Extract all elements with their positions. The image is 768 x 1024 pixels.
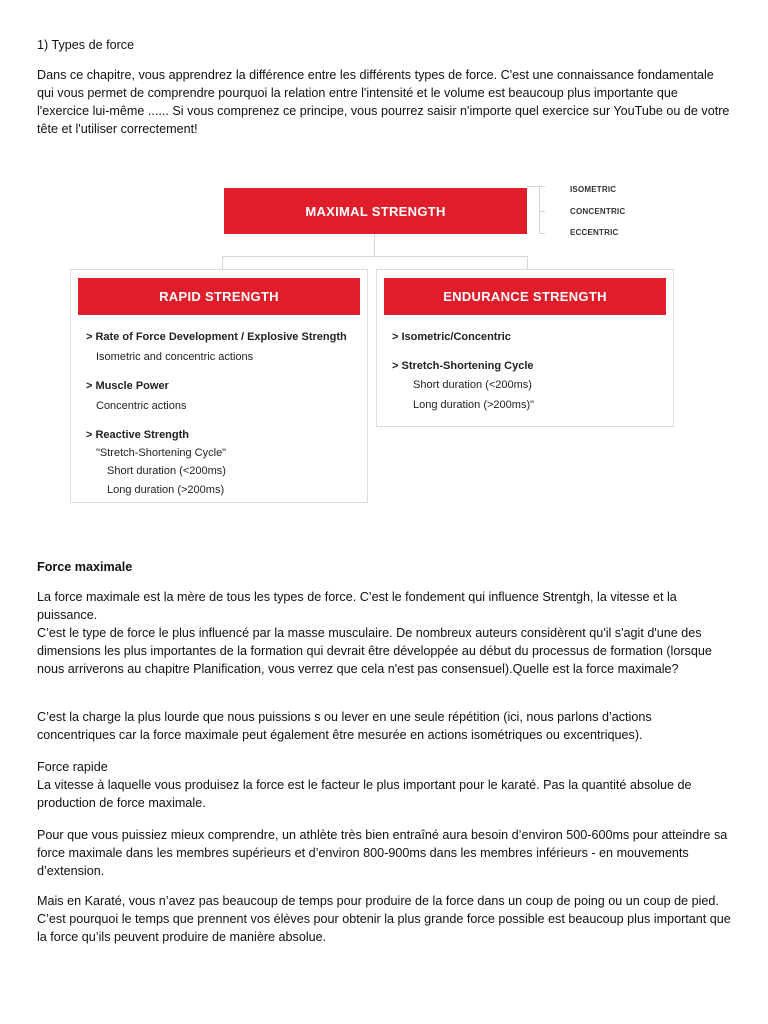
rapid-item-short: Short duration (<200ms)	[107, 465, 226, 477]
rapid-strength-header: RAPID STRENGTH	[78, 278, 360, 315]
force-maximale-title: Force maximale	[37, 560, 133, 574]
force-maximale-paragraph-2: C’est la charge la plus lourde que nous puissions s ou lever en une seule répétition (ici, nous parlons d’actions concentriques car la force maximale peut également être mesurée en actions isométriques ou excentriques).	[37, 710, 652, 742]
rapid-item-rfd-sub: Isometric and concentric actions	[96, 351, 254, 363]
intro-paragraph: Dans ce chapitre, vous apprendrez la différence entre les différents types de force. C'est une connaissance fondamentale qui vous permet de comprendre pourquoi la relation entre l'intensité et le volume est beaucoup plus importante que l'exercice lui-même ...... Si vous comprenez ce principe, vous pourrez saisir n'importe quel exercice sur YouTube ou de votre tête et l'utiliser correctement!	[37, 68, 730, 136]
bracket-tick-3	[539, 233, 545, 234]
bracket-tick-1	[539, 186, 545, 187]
force-rapide-paragraph-3: Mais en Karaté, vous n’avez pas beaucoup de temps pour produire de la force dans un coup de poing ou un coup de pied. C’est pourquoi le temps que prennent vos élèves pour obtenir la plus grande force possible est beaucoup plus important que la force qu’ils peuvent produire de manière absolue.	[37, 894, 731, 944]
force-rapide-p1: La vitesse à laquelle vous produisez la force est le facteur le plus important pour le karaté. Pas la quantité absolue de production de force maximale.	[37, 778, 692, 810]
rapid-item-long: Long duration (>200ms)	[107, 484, 225, 496]
connector-right	[527, 256, 528, 270]
force-maximale-p1: La force maximale est la mère de tous les types de force. C’est le fondement qui influence Strentgh, la vitesse et la puissance.	[37, 590, 677, 622]
bracket-types	[539, 186, 540, 234]
force-rapide-paragraph-2: Pour que vous puissiez mieux comprendre, un athlète très bien entraîné aura besoin d’environ 500-600ms pour atteindre sa force maximale dans les membres supérieurs et d’environ 800-900ms dans les membres inférieurs - en mouvements d’extension.	[37, 828, 728, 878]
connector-left	[222, 256, 223, 270]
bracket-tick-2	[539, 211, 545, 212]
connector-types	[527, 186, 539, 187]
force-rapide-title: Force rapide	[37, 760, 108, 774]
rapid-item-power-sub: Concentric actions	[96, 400, 187, 412]
force-rapide-block	[37, 758, 733, 812]
connector-vertical	[374, 234, 375, 256]
strength-types-diagram	[37, 152, 703, 542]
rapid-item-reactive-sub: "Stretch-Shortening Cycle"	[96, 447, 227, 459]
rapid-item-reactive: > Reactive Strength	[86, 429, 190, 441]
type-isometric: ISOMETRIC	[570, 185, 617, 194]
force-maximale-p1b: C’est le type de force le plus influencé par la masse musculaire. De nombreux auteurs considèrent qu'il s'agit d'une des dimensions les plus importantes de la formation qui devrait être développée au début du processus de formation (lorsque nous arriverons au chapitre Planification, vous verrez que cela n'est pas consensuel).Quelle est la force maximale?	[37, 626, 712, 676]
endurance-item-iso: > Isometric/Concentric	[392, 331, 511, 343]
endurance-item-short: Short duration (<200ms)	[413, 379, 532, 391]
endurance-strength-header: ENDURANCE STRENGTH	[384, 278, 666, 315]
rapid-item-power: > Muscle Power	[86, 380, 169, 392]
force-maximale-paragraph-1	[37, 588, 733, 678]
type-eccentric: ECCENTRIC	[570, 228, 619, 237]
endurance-item-long: Long duration (>200ms)"	[413, 399, 535, 411]
section-heading: 1) Types de force	[37, 38, 135, 52]
maximal-strength-header: MAXIMAL STRENGTH	[224, 188, 527, 234]
rapid-item-rfd: > Rate of Force Development / Explosive Strength	[86, 331, 347, 343]
type-concentric: CONCENTRIC	[570, 207, 626, 216]
endurance-item-ssc: > Stretch-Shortening Cycle	[392, 360, 534, 372]
connector-horizontal	[222, 256, 527, 257]
